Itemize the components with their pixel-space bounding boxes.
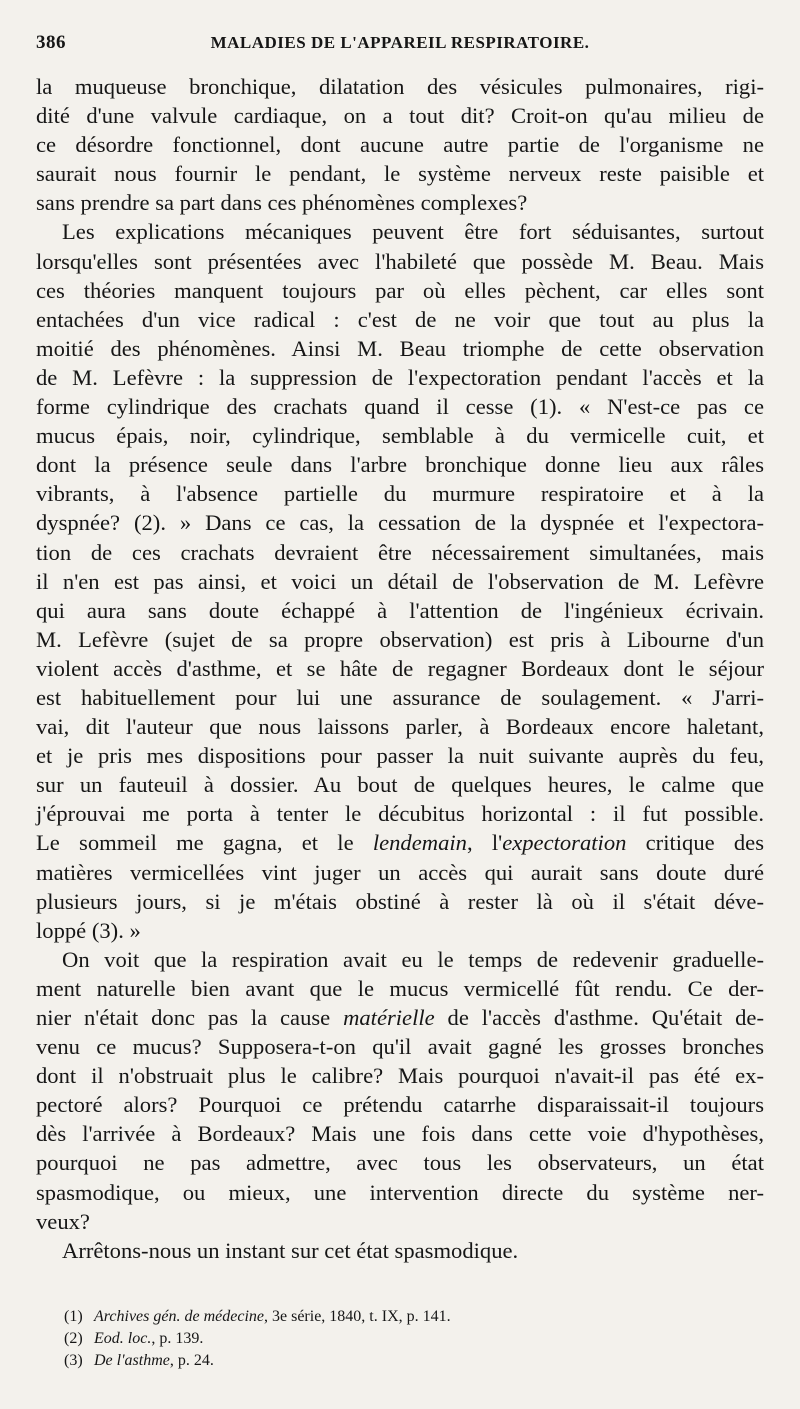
footnote <box>64 1306 764 1328</box>
page-header <box>36 32 764 66</box>
text-run: On voit que la respiration avait eu le temps de redevenir graduelle- <box>62 946 764 972</box>
text-run: j'éprouvai me porta à tenter le décubitus horizontal : il fut possible. <box>36 801 764 827</box>
running-head: MALADIES DE L'APPAREIL RESPIRATOIRE. <box>210 33 590 52</box>
text-line <box>36 421 764 450</box>
text-line <box>36 101 764 130</box>
text-line <box>36 945 764 974</box>
text-run: sans prendre sa part dans ces phénomènes complexes? <box>36 190 528 216</box>
text-line <box>36 1178 764 1207</box>
text-line <box>36 1090 764 1119</box>
text-run: il n'en est pas ainsi, et voici un détail de l'observation de M. Lefèvre <box>36 568 764 594</box>
text-run: lorsqu'elles sont présentées avec l'habileté que possède M. Beau. Mais <box>36 248 764 274</box>
text-line <box>36 1148 764 1177</box>
text-run: mucus épais, noir, cylindrique, semblable à du vermicelle cuit, et <box>36 423 764 449</box>
text-line <box>36 538 764 567</box>
text-line <box>36 450 764 479</box>
text-run: dité d'une valvule cardiaque, on a tout dit? Croit-on qu'au milieu de <box>36 103 764 129</box>
text-run: spasmodique, ou mieux, une intervention directe du système ner- <box>36 1179 764 1205</box>
text-line <box>36 188 764 217</box>
italic-run: expectoration <box>502 830 627 856</box>
text-run: nier n'était donc pas la cause <box>36 1005 344 1030</box>
text-line <box>36 1207 764 1236</box>
text-line <box>36 508 764 537</box>
text-run: ment naturelle bien avant que le mucus vermicellé fût rendu. Ce der- <box>36 975 764 1001</box>
text-run: entachées d'un vice radical : c'est de ne voir que tout au plus la <box>36 306 764 332</box>
text-line <box>36 72 764 101</box>
text-line <box>36 305 764 334</box>
text-run: loppé (3). » <box>36 917 141 943</box>
text-run: est habituellement pour lui une assurance de soulagement. « J'arri- <box>36 684 764 710</box>
text-run: venu ce mucus? Supposera-t-on qu'il avait gagné les grosses bronches <box>36 1034 764 1060</box>
footnote-detail: , p. 24. <box>169 1352 214 1370</box>
text-run: moitié des phénomènes. Ainsi M. Beau triomphe de cette observation <box>36 335 764 361</box>
text-run: plusieurs jours, si je m'étais obstiné à rester là où il s'était déve- <box>36 888 764 914</box>
text-run: ces théories manquent toujours par où elles pèchent, car elles sont <box>36 277 764 303</box>
text-run: tion de ces crachats devraient être nécessairement simultanées, mais <box>36 539 764 565</box>
text-run: dès l'arrivée à Bordeaux? Mais une fois dans cette voie d'hypothèses, <box>36 1121 764 1147</box>
text-run: ce désordre fonctionnel, dont aucune autre partie de l'organisme ne <box>36 132 764 158</box>
text-run: pectoré alors? Pourquoi ce prétendu catarrhe disparaissait-il toujours <box>36 1092 764 1118</box>
text-line <box>36 1061 764 1090</box>
footnote-source: De l'asthme <box>94 1352 170 1370</box>
text-line <box>36 217 764 246</box>
text-line <box>36 1119 764 1148</box>
text-run: dyspnée? (2). » Dans ce cas, la cessation de la dyspnée et l'expectora- <box>36 510 764 536</box>
footnotes <box>64 1306 764 1373</box>
text-line <box>36 276 764 305</box>
text-run: forme cylindrique des crachats quand il cesse (1). « N'est-ce pas ce <box>36 394 764 420</box>
footnote-marker: (3) <box>64 1352 83 1370</box>
text-run: violent accès d'asthme, et se hâte de regagner Bordeaux dont le séjour <box>36 655 764 681</box>
footnote-source: Archives gén. de médecine <box>94 1308 264 1325</box>
footnote-marker: (1) <box>64 1308 83 1325</box>
footnote-marker: (2) <box>64 1330 83 1348</box>
text-run: vibrants, à l'absence partielle du murmure respiratoire et à la <box>36 481 764 507</box>
text-run: Les explications mécaniques peuvent être fort séduisantes, surtout <box>62 219 764 245</box>
text-run: de M. Lefèvre : la suppression de l'expectoration pendant l'accès et la <box>36 364 764 390</box>
text-run: et je pris mes dispositions pour passer la nuit suivante auprès du feu, <box>36 743 764 769</box>
text-run: saurait nous fournir le pendant, le système nerveux reste paisible et <box>36 161 764 187</box>
text-line <box>36 159 764 188</box>
text-run: sur un fauteuil à dossier. Au bout de quelques heures, le calme que <box>36 772 764 798</box>
text-line <box>36 799 764 828</box>
text-line <box>36 683 764 712</box>
text-line <box>36 1003 764 1032</box>
text-run: vai, dit l'auteur que nous laissons parler, à Bordeaux encore haletant, <box>36 714 764 740</box>
text-line <box>36 1236 764 1265</box>
text-run: dont il n'obstruait plus le calibre? Mais pourquoi n'avait-il pas été ex- <box>36 1063 764 1089</box>
page-number: 386 <box>36 32 66 53</box>
footnote <box>64 1328 764 1350</box>
text-line <box>36 741 764 770</box>
text-line <box>36 1032 764 1061</box>
text-line <box>36 567 764 596</box>
text-line <box>36 363 764 392</box>
text-line <box>36 974 764 1003</box>
body-text <box>36 72 764 1265</box>
text-run: dont la présence seule dans l'arbre bronchique donne lieu aux râles <box>36 452 764 478</box>
italic-run: matérielle <box>343 1005 435 1030</box>
text-line <box>36 712 764 741</box>
text-line <box>36 858 764 887</box>
text-run: critique des <box>626 830 764 856</box>
italic-run: lendemain <box>372 830 467 856</box>
text-line <box>36 887 764 916</box>
text-line <box>36 392 764 421</box>
text-line <box>36 479 764 508</box>
text-run: pourquoi ne pas admettre, avec tous les observateurs, un état <box>36 1150 764 1176</box>
text-run: Arrêtons-nous un instant sur cet état spasmodique. <box>62 1237 519 1263</box>
text-run: veux? <box>36 1208 90 1234</box>
footnote-source: Eod. loc. <box>94 1330 152 1348</box>
text-line <box>36 828 764 857</box>
text-line <box>36 334 764 363</box>
text-line <box>36 654 764 683</box>
text-line <box>36 916 764 945</box>
text-line <box>36 596 764 625</box>
text-line <box>36 625 764 654</box>
text-run: Le sommeil me gagna, et le <box>36 830 373 856</box>
text-run: la muqueuse bronchique, dilatation des vésicules pulmonaires, rigi- <box>36 74 764 99</box>
text-run: qui aura sans doute échappé à l'attention de l'ingénieux écrivain. <box>36 597 764 623</box>
footnote-detail: , p. 139. <box>151 1330 204 1348</box>
text-run: , l' <box>466 830 503 856</box>
text-run: M. Lefèvre (sujet de sa propre observation) est pris à Libourne d'un <box>36 626 764 652</box>
text-line <box>36 770 764 799</box>
text-line <box>36 130 764 159</box>
footnote <box>64 1350 764 1372</box>
text-run: de l'accès d'asthme. Qu'était de- <box>434 1005 764 1030</box>
text-line <box>36 247 764 276</box>
text-run: matières vermicellées vint juger un accès qui aurait sans doute duré <box>36 859 764 885</box>
footnote-detail: , 3e série, 1840, t. IX, p. 141. <box>264 1308 451 1325</box>
